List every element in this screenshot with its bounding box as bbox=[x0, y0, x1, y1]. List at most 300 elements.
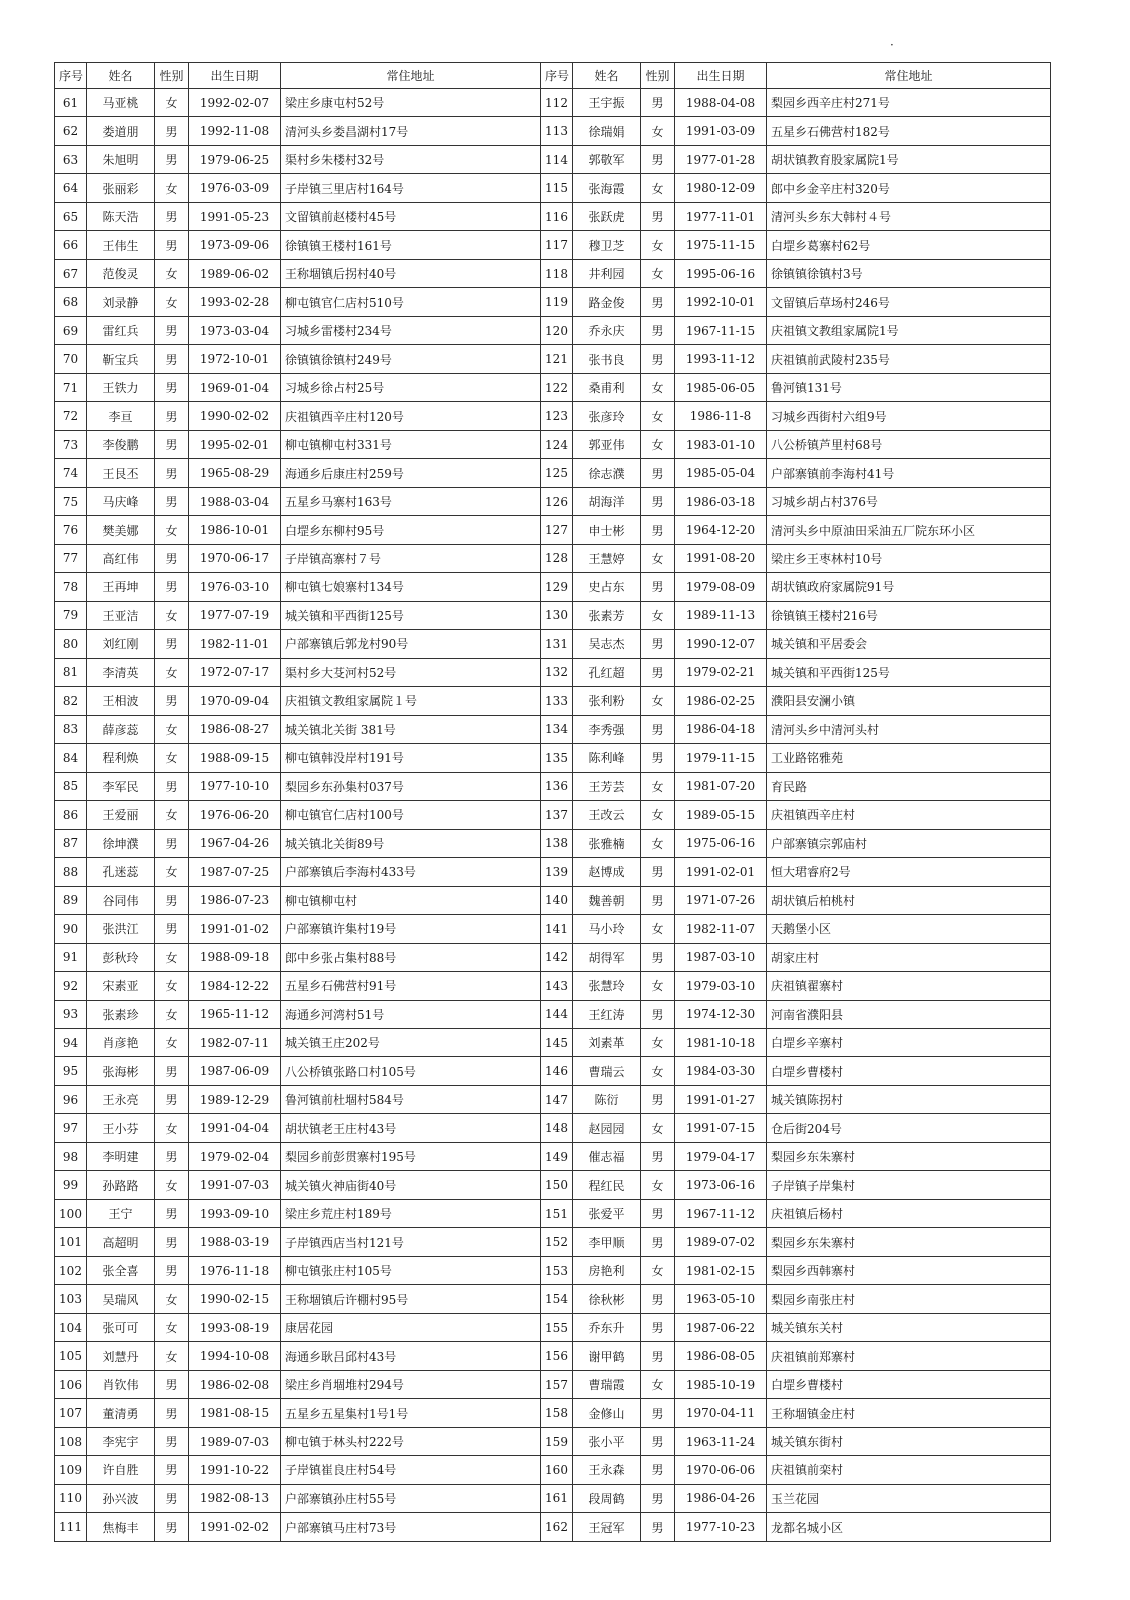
address: 渠村乡大芟河村52号 bbox=[281, 658, 541, 686]
person-name: 孔红超 bbox=[573, 658, 641, 686]
gender: 男 bbox=[641, 1142, 675, 1170]
table-row bbox=[55, 943, 1051, 971]
person-name: 张海霞 bbox=[573, 174, 641, 202]
person-name: 张慧玲 bbox=[573, 972, 641, 1000]
birth-date: 1993-09-10 bbox=[189, 1199, 281, 1227]
address: 梁庄乡王枣林村10号 bbox=[767, 544, 1051, 572]
row-index: 102 bbox=[55, 1256, 87, 1284]
birth-date: 1984-03-30 bbox=[675, 1057, 767, 1085]
address: 柳屯镇柳屯村 bbox=[281, 886, 541, 914]
address: 庆祖镇翟寨村 bbox=[767, 972, 1051, 1000]
row-index: 62 bbox=[55, 117, 87, 145]
birth-date: 1986-02-08 bbox=[189, 1370, 281, 1398]
row-index: 131 bbox=[541, 630, 573, 658]
gender: 男 bbox=[641, 715, 675, 743]
gender: 男 bbox=[641, 630, 675, 658]
address: 仓后街204号 bbox=[767, 1114, 1051, 1142]
row-index: 68 bbox=[55, 288, 87, 316]
address: 柳屯镇张庄村105号 bbox=[281, 1256, 541, 1284]
gender: 女 bbox=[155, 943, 189, 971]
address: 梨园乡东朱寨村 bbox=[767, 1228, 1051, 1256]
birth-date: 1972-07-17 bbox=[189, 658, 281, 686]
address: 渠村乡朱楼村32号 bbox=[281, 145, 541, 173]
header-index: 序号 bbox=[541, 63, 573, 89]
birth-date: 1970-06-06 bbox=[675, 1456, 767, 1484]
gender: 女 bbox=[155, 1285, 189, 1313]
address: 文留镇后草场村246号 bbox=[767, 288, 1051, 316]
birth-date: 1989-07-02 bbox=[675, 1228, 767, 1256]
person-name: 张丽彩 bbox=[87, 174, 155, 202]
row-index: 84 bbox=[55, 744, 87, 772]
row-index: 152 bbox=[541, 1228, 573, 1256]
person-name: 催志福 bbox=[573, 1142, 641, 1170]
person-name: 薛彦蕊 bbox=[87, 715, 155, 743]
address: 郎中乡张占集村88号 bbox=[281, 943, 541, 971]
table-row bbox=[55, 1085, 1051, 1113]
birth-date: 1982-11-01 bbox=[189, 630, 281, 658]
person-name: 段周鹤 bbox=[573, 1484, 641, 1512]
row-index: 80 bbox=[55, 630, 87, 658]
row-index: 140 bbox=[541, 886, 573, 914]
person-name: 王再坤 bbox=[87, 573, 155, 601]
gender: 男 bbox=[641, 202, 675, 230]
address: 梨园乡西韩寨村 bbox=[767, 1256, 1051, 1284]
row-index: 97 bbox=[55, 1114, 87, 1142]
person-name: 李清英 bbox=[87, 658, 155, 686]
address: 白堽乡辛寨村 bbox=[767, 1028, 1051, 1056]
address: 清河头乡中原油田采油五厂院东环小区 bbox=[767, 516, 1051, 544]
gender: 男 bbox=[641, 89, 675, 117]
row-index: 72 bbox=[55, 402, 87, 430]
person-name: 路金俊 bbox=[573, 288, 641, 316]
address: 庆祖镇前武陵村235号 bbox=[767, 345, 1051, 373]
row-index: 128 bbox=[541, 544, 573, 572]
gender: 女 bbox=[641, 687, 675, 715]
person-name: 穆卫芝 bbox=[573, 231, 641, 259]
birth-date: 1988-09-15 bbox=[189, 744, 281, 772]
gender: 男 bbox=[641, 658, 675, 686]
address: 梁庄乡康屯村52号 bbox=[281, 89, 541, 117]
birth-date: 1977-10-23 bbox=[675, 1513, 767, 1542]
birth-date: 1985-10-19 bbox=[675, 1370, 767, 1398]
birth-date: 1965-08-29 bbox=[189, 459, 281, 487]
gender: 女 bbox=[641, 772, 675, 800]
table-row bbox=[55, 1142, 1051, 1170]
table-row bbox=[55, 1285, 1051, 1313]
birth-date: 1991-03-09 bbox=[675, 117, 767, 145]
address: 五星乡石佛营村182号 bbox=[767, 117, 1051, 145]
row-index: 98 bbox=[55, 1142, 87, 1170]
roster-body bbox=[55, 89, 1051, 1542]
gender: 男 bbox=[155, 373, 189, 401]
row-index: 83 bbox=[55, 715, 87, 743]
person-name: 李军民 bbox=[87, 772, 155, 800]
table-row bbox=[55, 373, 1051, 401]
person-name: 宋素亚 bbox=[87, 972, 155, 1000]
person-name: 张全喜 bbox=[87, 1256, 155, 1284]
person-name: 刘红刚 bbox=[87, 630, 155, 658]
row-index: 141 bbox=[541, 915, 573, 943]
row-index: 162 bbox=[541, 1513, 573, 1542]
person-name: 徐秋彬 bbox=[573, 1285, 641, 1313]
birth-date: 1975-11-15 bbox=[675, 231, 767, 259]
gender: 男 bbox=[641, 1484, 675, 1512]
address: 梁庄乡肖堌堆村294号 bbox=[281, 1370, 541, 1398]
address: 柳屯镇七娘寨村134号 bbox=[281, 573, 541, 601]
address: 子岸镇崔良庄村54号 bbox=[281, 1456, 541, 1484]
row-index: 139 bbox=[541, 858, 573, 886]
address: 城关镇东关村 bbox=[767, 1313, 1051, 1341]
table-row bbox=[55, 1028, 1051, 1056]
address: 习城乡西街村六组9号 bbox=[767, 402, 1051, 430]
address: 胡状镇老王庄村43号 bbox=[281, 1114, 541, 1142]
birth-date: 1986-04-18 bbox=[675, 715, 767, 743]
gender: 女 bbox=[641, 601, 675, 629]
birth-date: 1985-05-04 bbox=[675, 459, 767, 487]
gender: 女 bbox=[641, 915, 675, 943]
header-birthdate: 出生日期 bbox=[189, 63, 281, 89]
person-name: 王芳芸 bbox=[573, 772, 641, 800]
row-index: 64 bbox=[55, 174, 87, 202]
row-index: 159 bbox=[541, 1427, 573, 1455]
address: 海通乡后康庄村259号 bbox=[281, 459, 541, 487]
gender: 男 bbox=[155, 145, 189, 173]
table-row bbox=[55, 430, 1051, 458]
gender: 女 bbox=[155, 1028, 189, 1056]
table-row bbox=[55, 1000, 1051, 1028]
address: 鲁河镇131号 bbox=[767, 373, 1051, 401]
address: 八公桥镇芦里村68号 bbox=[767, 430, 1051, 458]
address: 梨园乡前彭贯寨村195号 bbox=[281, 1142, 541, 1170]
gender: 女 bbox=[641, 259, 675, 287]
table-row bbox=[55, 744, 1051, 772]
table-row bbox=[55, 516, 1051, 544]
address: 城关镇王庄202号 bbox=[281, 1028, 541, 1056]
gender: 男 bbox=[155, 1513, 189, 1542]
birth-date: 1989-07-03 bbox=[189, 1427, 281, 1455]
person-name: 徐瑞娟 bbox=[573, 117, 641, 145]
gender: 男 bbox=[641, 886, 675, 914]
address: 城关镇东街村 bbox=[767, 1427, 1051, 1455]
birth-date: 1976-11-18 bbox=[189, 1256, 281, 1284]
person-name: 马小玲 bbox=[573, 915, 641, 943]
birth-date: 1983-01-10 bbox=[675, 430, 767, 458]
person-name: 程红民 bbox=[573, 1171, 641, 1199]
birth-date: 1982-11-07 bbox=[675, 915, 767, 943]
person-name: 井利园 bbox=[573, 259, 641, 287]
birth-date: 1976-03-09 bbox=[189, 174, 281, 202]
table-row bbox=[55, 1456, 1051, 1484]
person-name: 王爱丽 bbox=[87, 801, 155, 829]
address: 徐镇镇王楼村216号 bbox=[767, 601, 1051, 629]
person-name: 王永森 bbox=[573, 1456, 641, 1484]
person-name: 王铁力 bbox=[87, 373, 155, 401]
gender: 男 bbox=[641, 1456, 675, 1484]
gender: 男 bbox=[155, 1085, 189, 1113]
row-index: 75 bbox=[55, 487, 87, 515]
person-name: 李宪宇 bbox=[87, 1427, 155, 1455]
address: 户部寨镇前李海村41号 bbox=[767, 459, 1051, 487]
row-index: 122 bbox=[541, 373, 573, 401]
birth-date: 1973-03-04 bbox=[189, 316, 281, 344]
table-row bbox=[55, 1399, 1051, 1427]
table-row bbox=[55, 801, 1051, 829]
birth-date: 1981-07-20 bbox=[675, 772, 767, 800]
person-name: 徐坤濮 bbox=[87, 829, 155, 857]
gender: 女 bbox=[641, 1028, 675, 1056]
header-name: 姓名 bbox=[87, 63, 155, 89]
row-index: 67 bbox=[55, 259, 87, 287]
gender: 女 bbox=[155, 1342, 189, 1370]
table-row bbox=[55, 1171, 1051, 1199]
person-name: 谷同伟 bbox=[87, 886, 155, 914]
row-index: 116 bbox=[541, 202, 573, 230]
row-index: 93 bbox=[55, 1000, 87, 1028]
gender: 女 bbox=[641, 544, 675, 572]
address: 徐镇镇王楼村161号 bbox=[281, 231, 541, 259]
person-name: 胡得军 bbox=[573, 943, 641, 971]
roster-table bbox=[54, 62, 1051, 1542]
table-row bbox=[55, 715, 1051, 743]
gender: 女 bbox=[641, 1256, 675, 1284]
gender: 男 bbox=[155, 345, 189, 373]
person-name: 史占东 bbox=[573, 573, 641, 601]
person-name: 房艳利 bbox=[573, 1256, 641, 1284]
row-index: 154 bbox=[541, 1285, 573, 1313]
person-name: 陈利峰 bbox=[573, 744, 641, 772]
birth-date: 1979-04-17 bbox=[675, 1142, 767, 1170]
gender: 男 bbox=[155, 687, 189, 715]
gender: 男 bbox=[155, 1456, 189, 1484]
person-name: 王伟生 bbox=[87, 231, 155, 259]
table-row bbox=[55, 858, 1051, 886]
birth-date: 1980-12-09 bbox=[675, 174, 767, 202]
address: 梁庄乡荒庄村189号 bbox=[281, 1199, 541, 1227]
row-index: 114 bbox=[541, 145, 573, 173]
table-row bbox=[55, 1342, 1051, 1370]
gender: 男 bbox=[155, 544, 189, 572]
row-index: 124 bbox=[541, 430, 573, 458]
person-name: 孙路路 bbox=[87, 1171, 155, 1199]
row-index: 110 bbox=[55, 1484, 87, 1512]
table-row bbox=[55, 174, 1051, 202]
gender: 男 bbox=[155, 402, 189, 430]
person-name: 李俊鹏 bbox=[87, 430, 155, 458]
person-name: 张彦玲 bbox=[573, 402, 641, 430]
birth-date: 1967-11-12 bbox=[675, 1199, 767, 1227]
table-row bbox=[55, 687, 1051, 715]
person-name: 乔东升 bbox=[573, 1313, 641, 1341]
address: 子岸镇子岸集村 bbox=[767, 1171, 1051, 1199]
person-name: 王宇振 bbox=[573, 89, 641, 117]
row-index: 107 bbox=[55, 1399, 87, 1427]
gender: 男 bbox=[641, 316, 675, 344]
header-address: 常住地址 bbox=[281, 63, 541, 89]
birth-date: 1974-12-30 bbox=[675, 1000, 767, 1028]
person-name: 张书良 bbox=[573, 345, 641, 373]
table-row bbox=[55, 345, 1051, 373]
address: 王称堌镇金庄村 bbox=[767, 1399, 1051, 1427]
address: 梨园乡南张庄村 bbox=[767, 1285, 1051, 1313]
row-index: 90 bbox=[55, 915, 87, 943]
gender: 女 bbox=[641, 829, 675, 857]
row-index: 136 bbox=[541, 772, 573, 800]
birth-date: 1988-09-18 bbox=[189, 943, 281, 971]
address: 庆祖镇前栾村 bbox=[767, 1456, 1051, 1484]
row-index: 112 bbox=[541, 89, 573, 117]
birth-date: 1991-02-01 bbox=[675, 858, 767, 886]
birth-date: 1964-12-20 bbox=[675, 516, 767, 544]
table-row bbox=[55, 1114, 1051, 1142]
gender: 男 bbox=[641, 345, 675, 373]
row-index: 126 bbox=[541, 487, 573, 515]
address: 城关镇火神庙街40号 bbox=[281, 1171, 541, 1199]
birth-date: 1989-05-15 bbox=[675, 801, 767, 829]
person-name: 孙兴波 bbox=[87, 1484, 155, 1512]
person-name: 高红伟 bbox=[87, 544, 155, 572]
address: 梨园乡东朱寨村 bbox=[767, 1142, 1051, 1170]
gender: 男 bbox=[155, 430, 189, 458]
person-name: 高超明 bbox=[87, 1228, 155, 1256]
birth-date: 1995-06-16 bbox=[675, 259, 767, 287]
gender: 男 bbox=[641, 1228, 675, 1256]
row-index: 94 bbox=[55, 1028, 87, 1056]
birth-date: 1992-11-08 bbox=[189, 117, 281, 145]
birth-date: 1963-11-24 bbox=[675, 1427, 767, 1455]
row-index: 96 bbox=[55, 1085, 87, 1113]
birth-date: 1963-05-10 bbox=[675, 1285, 767, 1313]
birth-date: 1977-07-19 bbox=[189, 601, 281, 629]
birth-date: 1979-08-09 bbox=[675, 573, 767, 601]
row-index: 123 bbox=[541, 402, 573, 430]
table-row bbox=[55, 544, 1051, 572]
gender: 男 bbox=[155, 1484, 189, 1512]
table-row bbox=[55, 459, 1051, 487]
gender: 男 bbox=[155, 573, 189, 601]
row-index: 146 bbox=[541, 1057, 573, 1085]
table-row bbox=[55, 1256, 1051, 1284]
row-index: 88 bbox=[55, 858, 87, 886]
person-name: 王相波 bbox=[87, 687, 155, 715]
birth-date: 1976-03-10 bbox=[189, 573, 281, 601]
birth-date: 1990-02-15 bbox=[189, 1285, 281, 1313]
header-address: 常住地址 bbox=[767, 63, 1051, 89]
gender: 女 bbox=[155, 972, 189, 1000]
row-index: 132 bbox=[541, 658, 573, 686]
gender: 男 bbox=[155, 316, 189, 344]
scan-speck: · bbox=[890, 38, 894, 52]
gender: 男 bbox=[155, 1057, 189, 1085]
row-index: 109 bbox=[55, 1456, 87, 1484]
table-row bbox=[55, 487, 1051, 515]
address: 徐镇镇徐镇村249号 bbox=[281, 345, 541, 373]
person-name: 肖彦艳 bbox=[87, 1028, 155, 1056]
header-birthdate: 出生日期 bbox=[675, 63, 767, 89]
address: 胡家庄村 bbox=[767, 943, 1051, 971]
person-name: 陈衍 bbox=[573, 1085, 641, 1113]
person-name: 张素珍 bbox=[87, 1000, 155, 1028]
gender: 女 bbox=[641, 117, 675, 145]
row-index: 121 bbox=[541, 345, 573, 373]
birth-date: 1970-04-11 bbox=[675, 1399, 767, 1427]
row-index: 91 bbox=[55, 943, 87, 971]
birth-date: 1991-05-23 bbox=[189, 202, 281, 230]
birth-date: 1986-02-25 bbox=[675, 687, 767, 715]
person-name: 乔永庆 bbox=[573, 316, 641, 344]
gender: 男 bbox=[155, 886, 189, 914]
gender: 男 bbox=[641, 1342, 675, 1370]
table-row bbox=[55, 117, 1051, 145]
birth-date: 1976-06-20 bbox=[189, 801, 281, 829]
row-index: 118 bbox=[541, 259, 573, 287]
person-name: 李甲顺 bbox=[573, 1228, 641, 1256]
person-name: 李亘 bbox=[87, 402, 155, 430]
table-row bbox=[55, 630, 1051, 658]
birth-date: 1982-07-11 bbox=[189, 1028, 281, 1056]
row-index: 106 bbox=[55, 1370, 87, 1398]
row-index: 151 bbox=[541, 1199, 573, 1227]
birth-date: 1985-06-05 bbox=[675, 373, 767, 401]
address: 天鹅堡小区 bbox=[767, 915, 1051, 943]
gender: 女 bbox=[155, 288, 189, 316]
person-name: 彭秋玲 bbox=[87, 943, 155, 971]
gender: 女 bbox=[641, 1370, 675, 1398]
birth-date: 1972-10-01 bbox=[189, 345, 281, 373]
address: 柳屯镇韩没岸村191号 bbox=[281, 744, 541, 772]
gender: 女 bbox=[155, 801, 189, 829]
address: 濮阳县安澜小镇 bbox=[767, 687, 1051, 715]
header-gender: 性别 bbox=[641, 63, 675, 89]
birth-date: 1965-11-12 bbox=[189, 1000, 281, 1028]
person-name: 王永亮 bbox=[87, 1085, 155, 1113]
gender: 男 bbox=[155, 1370, 189, 1398]
birth-date: 1981-08-15 bbox=[189, 1399, 281, 1427]
row-index: 100 bbox=[55, 1199, 87, 1227]
birth-date: 1981-10-18 bbox=[675, 1028, 767, 1056]
person-name: 李明建 bbox=[87, 1142, 155, 1170]
address: 习城乡胡占村376号 bbox=[767, 487, 1051, 515]
address: 户部寨镇后郭龙村90号 bbox=[281, 630, 541, 658]
row-index: 69 bbox=[55, 316, 87, 344]
person-name: 张爱平 bbox=[573, 1199, 641, 1227]
person-name: 王亚洁 bbox=[87, 601, 155, 629]
birth-date: 1977-11-01 bbox=[675, 202, 767, 230]
row-index: 119 bbox=[541, 288, 573, 316]
person-name: 王冠军 bbox=[573, 1513, 641, 1542]
row-index: 86 bbox=[55, 801, 87, 829]
person-name: 张海彬 bbox=[87, 1057, 155, 1085]
row-index: 160 bbox=[541, 1456, 573, 1484]
address: 清河头乡娄昌湖村17号 bbox=[281, 117, 541, 145]
address: 城关镇和平西街125号 bbox=[767, 658, 1051, 686]
person-name: 肖钦伟 bbox=[87, 1370, 155, 1398]
address: 柳屯镇柳屯村331号 bbox=[281, 430, 541, 458]
person-name: 朱旭明 bbox=[87, 145, 155, 173]
table-row bbox=[55, 259, 1051, 287]
gender: 男 bbox=[155, 1399, 189, 1427]
birth-date: 1989-06-02 bbox=[189, 259, 281, 287]
row-index: 150 bbox=[541, 1171, 573, 1199]
person-name: 张跃虎 bbox=[573, 202, 641, 230]
gender: 男 bbox=[641, 1000, 675, 1028]
address: 清河头乡东大韩村４号 bbox=[767, 202, 1051, 230]
birth-date: 1971-07-26 bbox=[675, 886, 767, 914]
table-row bbox=[55, 1228, 1051, 1256]
table-row bbox=[55, 288, 1051, 316]
address: 柳屯镇官仁店村100号 bbox=[281, 801, 541, 829]
person-name: 赵博成 bbox=[573, 858, 641, 886]
table-row bbox=[55, 772, 1051, 800]
